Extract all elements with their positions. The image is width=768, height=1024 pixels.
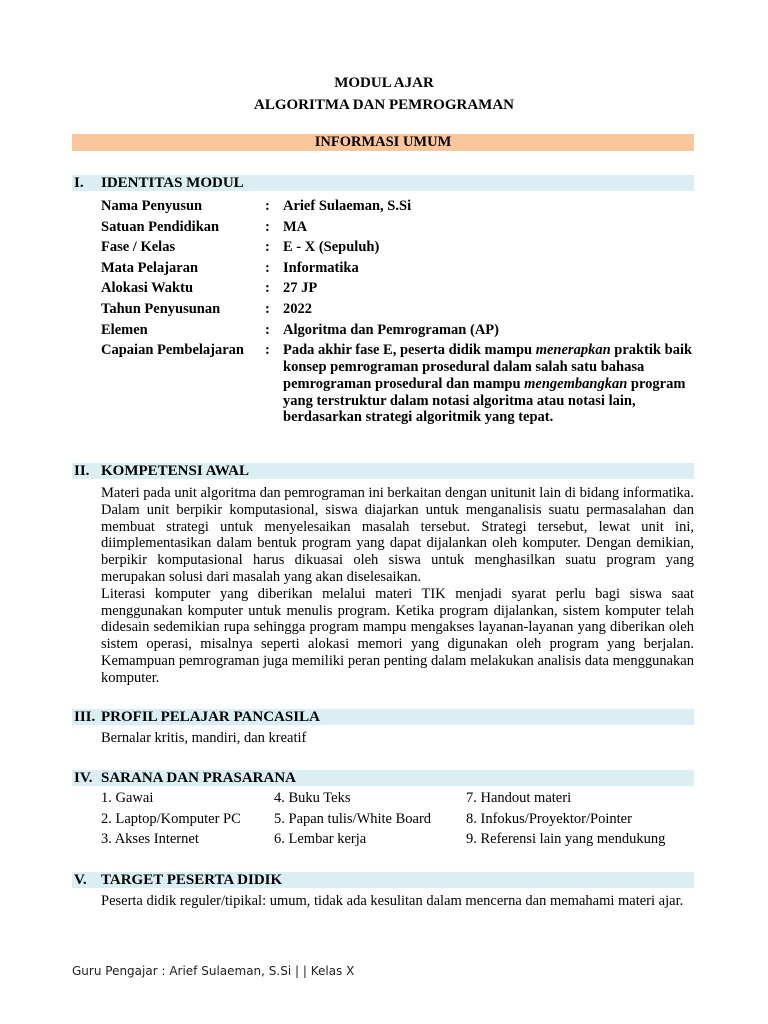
- identitas-label: Alokasi Waktu: [101, 280, 194, 297]
- identitas-label: Fase / Kelas: [101, 239, 176, 256]
- identitas-value: E - X (Sepuluh): [283, 239, 380, 256]
- identitas-table: [101, 196, 694, 426]
- identitas-row: [101, 237, 694, 258]
- identitas-row: [101, 217, 694, 238]
- list-item: 6. Lembar kerja: [274, 831, 367, 847]
- kompetensi-paragraph: Literasi komputer yang diberikan melalui materi TIK menjadi syarat perlu bagi siswa saat menggunakan komputer untuk menulis program. Ketika program dijalankan, sistem komputer telah didesain sedemikian rupa sehingga program mampu mengakses layanan-layanan yang diberikan oleh sistem operasi, misalnya seperti alokasi memori yang digunakan oleh program yang berjalan. Kemampuan pemrograman juga memiliki peran penting dalam melakukan analisis data menggunakan komputer.: [101, 585, 694, 686]
- colon: :: [265, 321, 270, 338]
- list-item: 3. Akses Internet: [101, 831, 199, 847]
- identitas-value: Arief Sulaeman, S.Si: [283, 198, 412, 214]
- list-item: 5. Papan tulis/White Board: [274, 811, 432, 827]
- list-item: 9. Referensi lain yang mendukung: [466, 831, 666, 847]
- colon: :: [265, 342, 270, 359]
- section-number: V.: [74, 872, 87, 888]
- capaian-text: program yang terstruktur dalam notasi algoritma atau notasi lain, berdasarkan strategi algoritmik yang tepat.: [283, 375, 686, 426]
- list-item: 4. Buku Teks: [274, 790, 351, 806]
- section-header-kompetensi: [72, 463, 694, 479]
- identitas-label: Nama Penyusun: [101, 198, 203, 214]
- colon: :: [265, 300, 270, 317]
- title-line-2: ALGORITMA DAN PEMROGRAMAN: [254, 97, 514, 113]
- section-number: II.: [74, 463, 90, 479]
- colon: :: [265, 218, 270, 235]
- section-title: SARANA DAN PRASARANA: [101, 770, 297, 786]
- kompetensi-text: [101, 485, 694, 687]
- capaian-row: [101, 340, 694, 426]
- section-header-sarana: [72, 770, 694, 786]
- profil-text: Bernalar kritis, mandiri, dan kreatif: [101, 730, 307, 746]
- capaian-emphasis: menerapkan: [535, 342, 611, 359]
- capaian-label: Capaian Pembelajaran: [101, 342, 244, 359]
- identitas-value: 2022: [283, 300, 312, 317]
- capaian-text: Pada akhir fase E, peserta didik mampu: [283, 342, 536, 359]
- colon: :: [265, 198, 270, 214]
- list-item: 7. Handout materi: [466, 790, 572, 806]
- colon: :: [265, 280, 270, 297]
- page-footer: Guru Pengajar : Arief Sulaeman, S.Si | | Kelas X: [72, 964, 355, 978]
- capaian-text: praktik baik konsep pemrograman prosedural dalam salah satu bahasa pemrograman prosedural dan mampu: [283, 342, 693, 392]
- list-item: 1. Gawai: [101, 790, 154, 806]
- identitas-label: Satuan Pendidikan: [101, 218, 220, 235]
- section-title: KOMPETENSI AWAL: [101, 463, 249, 479]
- section-header-target: [72, 872, 694, 888]
- identitas-label: Tahun Penyusunan: [101, 300, 221, 317]
- identitas-row: [101, 320, 694, 341]
- section-number: I.: [74, 175, 84, 191]
- identitas-value: Algoritma dan Pemrograman (AP): [283, 321, 499, 338]
- sarana-list: [101, 790, 694, 852]
- identitas-value: 27 JP: [283, 280, 318, 297]
- section-banner: INFORMASI UMUM: [72, 134, 694, 151]
- section-header-identitas: [72, 175, 694, 191]
- colon: :: [265, 239, 270, 256]
- identitas-label: Mata Pelajaran: [101, 259, 199, 276]
- title-line-1: MODUL AJAR: [334, 75, 434, 91]
- identitas-row: [101, 258, 694, 279]
- list-item: 8. Infokus/Proyektor/Pointer: [466, 811, 632, 827]
- target-text: Peserta didik reguler/tipikal: umum, tidak ada kesulitan dalam mencerna dan memahami materi ajar.: [101, 893, 684, 909]
- capaian-value: [283, 340, 694, 426]
- identitas-value: MA: [283, 218, 308, 235]
- section-header-profil: [72, 709, 694, 725]
- colon: :: [265, 259, 270, 276]
- identitas-value: Informatika: [283, 259, 359, 276]
- section-number: IV.: [74, 770, 93, 786]
- identitas-label: Elemen: [101, 321, 148, 338]
- kompetensi-paragraph: Materi pada unit algoritma dan pemrograman ini berkaitan dengan unitunit lain di bidang informatika. Dalam unit berpikir komputasional, siswa diajarkan untuk menganalisis suatu permasalahan dan membuat strategi untuk menyelesaikan masalah tersebut. Strategi tersebut, lewat unit ini, diimplementasikan dalam bentuk program yang dapat dijalankan oleh komputer. Dengan demikian, berpikir komputasional harus dikuasai oleh siswa untuk menghasilkan suatu program yang merupakan solusi dari masalah yang akan diselesaikan.: [101, 485, 694, 585]
- section-title: TARGET PESERTA DIDIK: [101, 872, 283, 888]
- section-number: III.: [74, 709, 96, 725]
- capaian-emphasis: mengembangkan: [524, 375, 628, 392]
- section-title: IDENTITAS MODUL: [101, 175, 244, 191]
- document-title: [0, 72, 768, 116]
- list-item: 2. Laptop/Komputer PC: [101, 811, 241, 827]
- identitas-row: [101, 278, 694, 299]
- identitas-row: [101, 299, 694, 320]
- identitas-row: [101, 196, 694, 217]
- section-title: PROFIL PELAJAR PANCASILA: [101, 709, 320, 725]
